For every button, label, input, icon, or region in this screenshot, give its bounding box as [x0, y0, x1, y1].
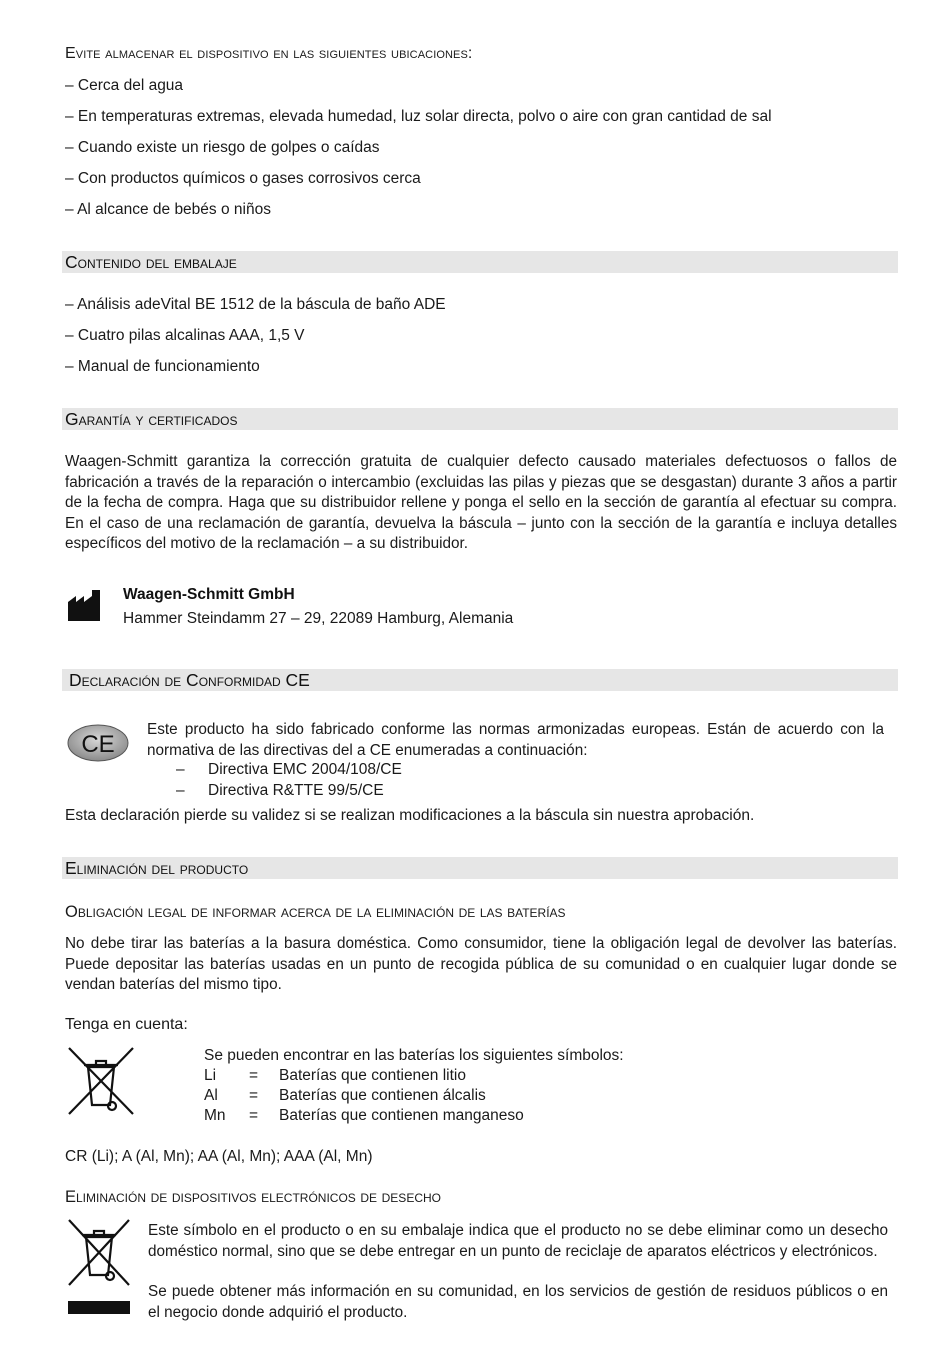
battery-text: No debe tirar las baterías a la basura doméstica. Como consumidor, tiene la obligación legal de devolver las baterías. Puede depositar las baterías usadas en un punto de recogida pública de su comunidad o en cualquier lugar donde se vendan baterías del mismo tipo. — [65, 935, 897, 993]
symbol-eq: = — [249, 1107, 259, 1124]
ce-text: Este producto ha sido fabricado conforme las normas armonizadas europeas. Están de acuerdo con la normativa de las directivas del a CE enumeradas a continuación: — [147, 721, 884, 759]
symbol-code: Mn — [204, 1107, 226, 1124]
storage-item: – Cuando existe un riesgo de golpes o caídas — [65, 139, 380, 156]
symbol-row — [204, 1107, 524, 1125]
ce-directive — [176, 761, 402, 779]
package-item: – Cuatro pilas alcalinas AAA, 1,5 V — [65, 327, 305, 344]
symbol-code: Li — [204, 1067, 217, 1084]
ce-dash: – — [176, 782, 185, 799]
manufacturer-name: Waagen-Schmitt GmbH — [123, 586, 295, 603]
ce-logo-text: CE — [81, 731, 115, 758]
ce-heading: Declaración de Conformidad CE — [69, 670, 310, 690]
storage-item: – En temperaturas extremas, elevada humedad, luz solar directa, polvo o aire con gran cantidad de sal — [65, 108, 772, 125]
ce-logo-icon — [66, 723, 130, 763]
ce-banner — [62, 669, 898, 691]
symbol-desc: Baterías que contienen álcalis — [279, 1087, 486, 1104]
ce-directive-text: Directiva EMC 2004/108/CE — [208, 761, 402, 778]
storage-item: – Con productos químicos o gases corrosivos cerca — [65, 170, 421, 187]
battery-heading: Obligación legal de informar acerca de la eliminación de las baterías — [65, 903, 566, 921]
disposal-heading: Eliminación del producto — [65, 858, 249, 878]
weee-heading: Eliminación de dispositivos electrónicos de desecho — [65, 1188, 441, 1206]
symbol-row — [204, 1087, 486, 1105]
package-banner — [62, 251, 898, 273]
warranty-heading: Garantía y certificados — [65, 409, 238, 429]
warranty-banner — [62, 408, 898, 430]
storage-item: – Cerca del agua — [65, 77, 184, 94]
ce-directive — [176, 782, 384, 800]
disposal-banner — [62, 857, 898, 879]
package-item: – Manual de funcionamiento — [65, 358, 260, 375]
warranty-text: Waagen-Schmitt garantiza la corrección gratuita de cualquier defecto causado materiales defectuosos o fallos de fabricación a través de la reparación o intercambio (excluidas las pilas y piezas que se desgastan) durante 3 años a partir de la fecha de compra. Haga que su distribuidor rellene y ponga el sello en la sección de garantía al efectuar su compra. En el caso de una reclamación de garantía, devuelva la báscula – junto con la sección de la garantía e incluya detalles específicos del motivo de la reclamación – a su distribuidor. — [65, 453, 897, 552]
symbol-eq: = — [249, 1067, 259, 1084]
symbols-intro: Se pueden encontrar en las baterías los siguientes símbolos: — [204, 1047, 624, 1064]
symbol-desc: Baterías que contienen manganeso — [279, 1107, 524, 1124]
ce-note: Esta declaración pierde su validez si se realizan modificaciones a la báscula sin nuestra aprobación. — [65, 807, 755, 824]
package-item: – Análisis adeVital BE 1512 de la báscula de baño ADE — [65, 296, 446, 313]
manufacturer-icon — [67, 588, 103, 622]
weee-text-2: Se puede obtener más información en su comunidad, en los servicios de gestión de residuos públicos o en el negocio donde adquirió el producto. — [148, 1283, 888, 1321]
weee-bin-icon — [66, 1217, 132, 1317]
symbol-eq: = — [249, 1087, 259, 1104]
symbol-code: Al — [204, 1087, 218, 1104]
note-label: Tenga en cuenta: — [65, 1016, 188, 1033]
package-heading: Contenido del embalaje — [65, 252, 237, 272]
storage-heading: Evite almacenar el dispositivo en las siguientes ubicaciones: — [65, 45, 473, 62]
symbol-desc: Baterías que contienen litio — [279, 1067, 466, 1084]
manufacturer-address: Hammer Steindamm 27 – 29, 22089 Hamburg, Alemania — [123, 610, 514, 627]
symbol-row — [204, 1067, 466, 1085]
ce-directive-text: Directiva R&TTE 99/5/CE — [208, 782, 384, 799]
weee-text-1: Este símbolo en el producto o en su embalaje indica que el producto no se debe eliminar como un desecho doméstico normal, sino que se debe entregar en un punto de reciclaje de aparatos eléctricos y electrónicos. — [148, 1222, 888, 1260]
crossed-bin-battery-icon — [66, 1045, 136, 1117]
battery-types: CR (Li); A (Al, Mn); AA (Al, Mn); AAA (Al, Mn) — [65, 1148, 373, 1165]
ce-dash: – — [176, 761, 185, 778]
storage-item: – Al alcance de bebés o niños — [65, 201, 271, 218]
